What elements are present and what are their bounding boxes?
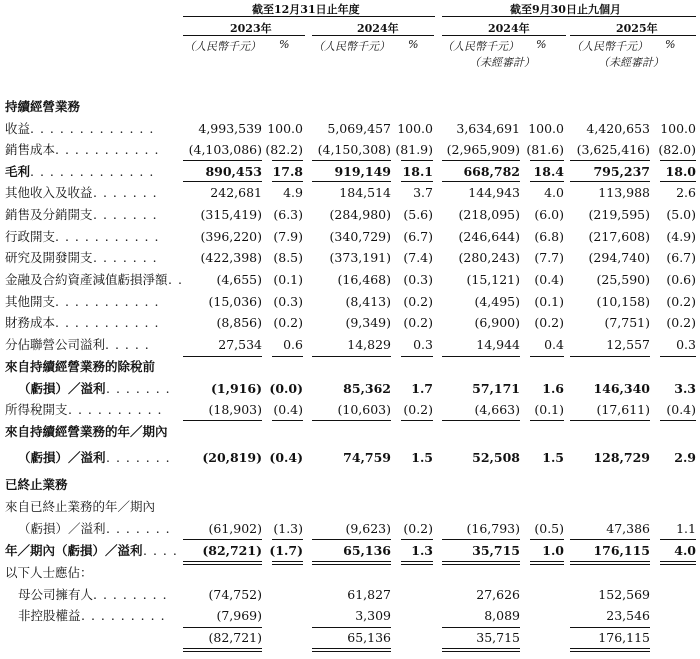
header-year-2023: 2023年 — [230, 22, 272, 35]
row-label: 毛利 — [5, 164, 31, 179]
header-unaudited-2024: （未經審計） — [469, 56, 535, 69]
row-leader-dots: . . . . . . . — [106, 521, 171, 536]
subtotal-rule — [442, 356, 520, 357]
value-cell-col1: (7,969) — [216, 608, 262, 623]
value-cell-col8: (0.4) — [666, 402, 696, 417]
value-cell-col3: 184,514 — [339, 185, 391, 200]
double-underline — [312, 648, 391, 652]
value-cell-col8: 4.0 — [674, 543, 696, 558]
subtotal-rule — [312, 356, 391, 357]
value-cell-col3: (9,623) — [345, 521, 391, 536]
subtotal-rule — [570, 627, 650, 628]
row-label: （虧損）／溢利 — [18, 450, 106, 465]
value-cell-col1: 242,681 — [210, 185, 262, 200]
value-cell-col2: (8.5) — [273, 250, 303, 265]
value-cell-col3: (8,413) — [345, 294, 391, 309]
table-row — [0, 182, 700, 203]
value-cell-col1: (8,856) — [216, 315, 262, 330]
row-leader-dots: . . . . . . . — [93, 185, 158, 200]
table-row — [0, 356, 700, 377]
value-cell-col7: 4,420,653 — [586, 121, 650, 136]
row-leader-dots: . . . . — [143, 543, 178, 558]
value-cell-col1: 4,993,539 — [198, 121, 262, 136]
header-group-nine-months: 截至9月30日止九個月 — [510, 3, 621, 16]
row-label: 來自持續經營業務的除稅前 — [5, 359, 156, 374]
value-cell-col5: (6,900) — [474, 315, 520, 330]
value-cell-col6: 1.5 — [542, 450, 564, 465]
subtotal-rule — [530, 356, 564, 357]
value-cell-col1: (4,655) — [216, 272, 262, 287]
subtotal-rule — [183, 356, 262, 357]
subtotal-rule — [401, 160, 433, 161]
subtotal-rule — [570, 356, 650, 357]
table-row — [0, 627, 700, 648]
row-label: 非控股權益 — [18, 608, 81, 623]
value-cell-col3: 74,759 — [343, 450, 391, 465]
header-year-2024-9m: 2024年 — [488, 22, 530, 35]
value-cell-col3: 3,309 — [355, 608, 391, 623]
value-cell-col8: 18.0 — [665, 164, 696, 179]
row-label: 行政開支 — [5, 229, 56, 244]
value-cell-col5: (4,663) — [474, 402, 520, 417]
value-cell-col3: 61,827 — [347, 587, 391, 602]
value-cell-col5: (246,644) — [458, 229, 520, 244]
row-leader-dots: . . . . . . . — [106, 381, 171, 396]
table-row — [0, 139, 700, 160]
header-group-rule-fy — [183, 16, 435, 17]
row-label: 銷售成本 — [5, 142, 56, 157]
value-cell-col6: 100.0 — [528, 121, 564, 136]
value-cell-col5: (280,243) — [458, 250, 520, 265]
subtotal-rule — [312, 160, 391, 161]
value-cell-col7: (7,751) — [604, 315, 650, 330]
header-unit-2: （人民幣千元） — [313, 40, 390, 53]
subtotal-rule — [183, 627, 262, 628]
row-leader-dots: . . . . . — [105, 337, 150, 352]
value-cell-col3: 65,136 — [343, 543, 391, 558]
subtotal-rule — [183, 160, 262, 161]
subtotal-rule — [312, 181, 391, 182]
subtotal-rule — [272, 160, 303, 161]
table-row — [0, 474, 700, 495]
value-cell-col8: 1.1 — [676, 521, 696, 536]
subtotal-rule — [183, 420, 262, 421]
row-label: 持續經營業務 — [5, 99, 81, 114]
value-cell-col7: 113,988 — [598, 185, 650, 200]
subtotal-rule — [442, 420, 520, 421]
double-underline — [442, 561, 520, 565]
table-row — [0, 334, 700, 355]
value-cell-col2: (1.7) — [269, 543, 303, 558]
value-cell-col5: (16,793) — [466, 521, 520, 536]
value-cell-col1: (315,419) — [200, 207, 262, 222]
value-cell-col3: (10,603) — [337, 402, 391, 417]
value-cell-col5: (218,095) — [458, 207, 520, 222]
header-unit-4: （人民幣千元） — [571, 40, 648, 53]
value-cell-col5: (4,495) — [474, 294, 520, 309]
value-cell-col1: (74,752) — [208, 587, 262, 602]
value-cell-col8: (0.6) — [666, 272, 696, 287]
table-row — [0, 496, 700, 517]
row-label: 銷售及分銷開支 — [5, 207, 93, 222]
subtotal-rule — [570, 420, 650, 421]
row-label: （虧損）／溢利 — [18, 521, 106, 536]
header-group-fiscal-year: 截至12月31日止年度 — [252, 3, 360, 16]
header-unaudited-2025: （未經審計） — [598, 56, 664, 69]
value-cell-col6: (0.2) — [534, 315, 564, 330]
double-underline — [183, 561, 262, 565]
row-label: 年／期內（虧損）／溢利 — [5, 543, 143, 558]
value-cell-col3: (16,468) — [337, 272, 391, 287]
subtotal-rule — [530, 181, 564, 182]
value-cell-col3: 5,069,457 — [327, 121, 391, 136]
double-underline — [183, 648, 262, 652]
subtotal-rule — [530, 160, 564, 161]
value-cell-col4: 18.1 — [402, 164, 433, 179]
value-cell-col4: (6.7) — [403, 229, 433, 244]
subtotal-rule — [570, 181, 650, 182]
value-cell-col2: 0.6 — [283, 337, 303, 352]
row-label: 分佔聯營公司溢利 — [5, 337, 106, 352]
subtotal-rule — [272, 181, 303, 182]
subtotal-rule — [401, 181, 433, 182]
subtotal-rule — [442, 539, 520, 540]
table-row — [0, 378, 700, 399]
value-cell-col2: (0.2) — [273, 315, 303, 330]
value-cell-col1: (4,103,086) — [188, 142, 262, 157]
row-label: 金融及合約資產減值虧損淨額 — [5, 272, 168, 287]
value-cell-col2: 4.9 — [283, 185, 303, 200]
table-row — [0, 204, 700, 225]
row-leader-dots: . . . . . . . . . . . — [55, 294, 160, 309]
value-cell-col5: 14,944 — [476, 337, 520, 352]
double-underline — [570, 561, 650, 565]
subtotal-rule — [530, 420, 564, 421]
subtotal-rule — [530, 539, 564, 540]
value-cell-col8: (82.0) — [658, 142, 696, 157]
subtotal-rule — [401, 420, 433, 421]
value-cell-col6: 4.0 — [544, 185, 564, 200]
value-cell-col4: (0.2) — [403, 402, 433, 417]
value-cell-col2: (0.1) — [273, 272, 303, 287]
value-cell-col4: (0.2) — [403, 294, 433, 309]
table-row — [0, 447, 700, 468]
value-cell-col4: (0.2) — [403, 315, 433, 330]
table-row — [0, 540, 700, 561]
row-leader-dots: . . . . . . . . . . . . . — [30, 164, 155, 179]
value-cell-col7: (219,595) — [588, 207, 650, 222]
value-cell-col1: 890,453 — [205, 164, 262, 179]
table-row — [0, 584, 700, 605]
value-cell-col3: 65,136 — [347, 630, 391, 645]
row-label: 其他收入及收益 — [5, 185, 93, 200]
value-cell-col2: 100.0 — [267, 121, 303, 136]
subtotal-rule — [312, 539, 391, 540]
value-cell-col1: (82,721) — [202, 543, 262, 558]
table-row — [0, 291, 700, 312]
table-row — [0, 399, 700, 420]
header-pct-4: % — [665, 38, 676, 51]
value-cell-col7: 12,557 — [606, 337, 650, 352]
table-row — [0, 247, 700, 268]
row-label: 來自已終止業務的年／期內 — [5, 499, 156, 514]
subtotal-rule — [401, 356, 433, 357]
value-cell-col7: (10,158) — [596, 294, 650, 309]
row-label: 所得稅開支 — [5, 402, 68, 417]
value-cell-col6: (6.8) — [534, 229, 564, 244]
value-cell-col8: (6.7) — [666, 250, 696, 265]
value-cell-col1: (61,902) — [208, 521, 262, 536]
header-year-rule-3 — [442, 35, 566, 36]
double-underline — [570, 648, 650, 652]
value-cell-col6: (0.5) — [534, 521, 564, 536]
row-label: 收益 — [5, 121, 31, 136]
subtotal-rule — [570, 539, 650, 540]
value-cell-col6: (7.7) — [534, 250, 564, 265]
subtotal-rule — [442, 181, 520, 182]
table-row — [0, 269, 700, 290]
value-cell-col8: (0.2) — [666, 294, 696, 309]
subtotal-rule — [312, 627, 391, 628]
value-cell-col7: (294,740) — [588, 250, 650, 265]
subtotal-rule — [442, 160, 520, 161]
value-cell-col8: 3.3 — [674, 381, 696, 396]
value-cell-col1: (422,398) — [200, 250, 262, 265]
row-leader-dots: . . . . . . . . . . . — [55, 229, 160, 244]
value-cell-col5: 8,089 — [484, 608, 520, 623]
row-label: 已終止業務 — [5, 477, 68, 492]
value-cell-col3: 919,149 — [334, 164, 391, 179]
value-cell-col3: (9,349) — [345, 315, 391, 330]
value-cell-col2: 17.8 — [272, 164, 303, 179]
double-underline — [530, 561, 564, 565]
value-cell-col7: 152,569 — [598, 587, 650, 602]
subtotal-rule — [660, 356, 696, 357]
value-cell-col5: 57,171 — [472, 381, 520, 396]
value-cell-col5: 3,634,691 — [456, 121, 520, 136]
value-cell-col4: 1.3 — [411, 543, 433, 558]
value-cell-col1: (20,819) — [202, 450, 262, 465]
value-cell-col6: (0.1) — [534, 294, 564, 309]
value-cell-col8: 100.0 — [660, 121, 696, 136]
double-underline — [660, 561, 696, 565]
header-group-rule-9m — [442, 16, 696, 17]
value-cell-col1: 27,534 — [218, 337, 262, 352]
value-cell-col7: 146,340 — [593, 381, 650, 396]
value-cell-col1: (18,903) — [208, 402, 262, 417]
header-unit-3: （人民幣千元） — [442, 40, 519, 53]
value-cell-col2: (6.3) — [273, 207, 303, 222]
row-label: 其他開支 — [5, 294, 56, 309]
value-cell-col7: (25,590) — [596, 272, 650, 287]
value-cell-col5: 668,782 — [463, 164, 520, 179]
row-label: 母公司擁有人 — [18, 587, 94, 602]
row-label: 財務成本 — [5, 315, 56, 330]
value-cell-col4: (0.3) — [403, 272, 433, 287]
header-pct-2: % — [408, 38, 419, 51]
value-cell-col4: 100.0 — [397, 121, 433, 136]
value-cell-col3: (284,980) — [329, 207, 391, 222]
value-cell-col5: (15,121) — [466, 272, 520, 287]
header-pct-3: % — [536, 38, 547, 51]
header-year-2025-9m: 2025年 — [616, 22, 658, 35]
row-leader-dots: . . . . . . . . — [93, 587, 168, 602]
subtotal-rule — [660, 539, 696, 540]
value-cell-col1: (82,721) — [208, 630, 262, 645]
subtotal-rule — [660, 420, 696, 421]
header-unit-1: （人民幣千元） — [184, 40, 261, 53]
value-cell-col5: 35,715 — [476, 630, 520, 645]
value-cell-col3: 14,829 — [347, 337, 391, 352]
subtotal-rule — [312, 420, 391, 421]
value-cell-col7: 795,237 — [593, 164, 650, 179]
value-cell-col1: (15,036) — [208, 294, 262, 309]
value-cell-col7: (17,611) — [596, 402, 650, 417]
value-cell-col7: (3,625,416) — [576, 142, 650, 157]
value-cell-col2: (0.3) — [273, 294, 303, 309]
row-leader-dots: . . . . . . . . . — [81, 608, 166, 623]
double-underline — [312, 561, 391, 565]
value-cell-col7: 23,546 — [606, 608, 650, 623]
value-cell-col8: 0.3 — [676, 337, 696, 352]
subtotal-rule — [401, 539, 433, 540]
value-cell-col5: (2,965,909) — [446, 142, 520, 157]
subtotal-rule — [183, 539, 262, 540]
value-cell-col3: (4,150,308) — [317, 142, 391, 157]
double-underline — [401, 561, 433, 565]
table-row — [0, 96, 700, 117]
value-cell-col8: (5.0) — [666, 207, 696, 222]
subtotal-rule — [570, 160, 650, 161]
value-cell-col6: (6.0) — [534, 207, 564, 222]
value-cell-col6: 1.0 — [542, 543, 564, 558]
value-cell-col6: (0.4) — [534, 272, 564, 287]
header-year-rule-1 — [183, 35, 305, 36]
row-leader-dots: . . . . . . . — [93, 250, 158, 265]
table-row — [0, 312, 700, 333]
double-underline — [442, 648, 520, 652]
value-cell-col3: (340,729) — [329, 229, 391, 244]
subtotal-rule — [272, 420, 303, 421]
row-leader-dots: . . . . . . . . . . — [68, 402, 163, 417]
value-cell-col6: (81.6) — [526, 142, 564, 157]
header-pct-1: % — [279, 38, 290, 51]
value-cell-col5: 27,626 — [476, 587, 520, 602]
row-leader-dots: . . . . . . . . . . . — [55, 142, 160, 157]
table-row — [0, 605, 700, 626]
value-cell-col7: 176,115 — [598, 630, 650, 645]
value-cell-col2: (1.3) — [273, 521, 303, 536]
value-cell-col4: (0.2) — [403, 521, 433, 536]
value-cell-col5: 35,715 — [472, 543, 520, 558]
value-cell-col6: 1.6 — [542, 381, 564, 396]
value-cell-col1: (396,220) — [200, 229, 262, 244]
value-cell-col4: 3.7 — [413, 185, 433, 200]
value-cell-col4: 0.3 — [413, 337, 433, 352]
table-row — [0, 421, 700, 442]
table-row — [0, 161, 700, 182]
header-year-rule-2 — [312, 35, 434, 36]
row-label: 研究及開發開支 — [5, 250, 93, 265]
row-leader-dots: . . — [168, 272, 183, 287]
value-cell-col7: 128,729 — [593, 450, 650, 465]
row-leader-dots: . . . . . . . — [106, 450, 171, 465]
table-row — [0, 226, 700, 247]
value-cell-col4: (5.6) — [403, 207, 433, 222]
value-cell-col6: 18.4 — [533, 164, 564, 179]
value-cell-col2: (7.9) — [273, 229, 303, 244]
value-cell-col7: (217,608) — [588, 229, 650, 244]
value-cell-col2: (0.0) — [269, 381, 303, 396]
value-cell-col6: (0.1) — [534, 402, 564, 417]
value-cell-col2: (0.4) — [269, 450, 303, 465]
value-cell-col7: 47,386 — [606, 521, 650, 536]
value-cell-col5: 144,943 — [468, 185, 520, 200]
value-cell-col1: (1,916) — [211, 381, 262, 396]
table-row — [0, 562, 700, 583]
subtotal-rule — [442, 627, 520, 628]
row-label: （虧損）／溢利 — [18, 381, 106, 396]
header-year-rule-4 — [570, 35, 696, 36]
value-cell-col8: (0.2) — [666, 315, 696, 330]
subtotal-rule — [660, 181, 696, 182]
subtotal-rule — [272, 356, 303, 357]
table-row — [0, 118, 700, 139]
table-row — [0, 518, 700, 539]
value-cell-col6: 0.4 — [544, 337, 564, 352]
value-cell-col8: (4.9) — [666, 229, 696, 244]
double-underline — [272, 561, 303, 565]
value-cell-col5: 52,508 — [472, 450, 520, 465]
subtotal-rule — [272, 539, 303, 540]
value-cell-col8: 2.9 — [674, 450, 696, 465]
value-cell-col4: 1.5 — [411, 450, 433, 465]
value-cell-col2: (0.4) — [273, 402, 303, 417]
value-cell-col3: 85,362 — [343, 381, 391, 396]
value-cell-col8: 2.6 — [676, 185, 696, 200]
value-cell-col7: 176,115 — [593, 543, 650, 558]
subtotal-rule — [183, 181, 262, 182]
row-label: 來自持續經營業務的年／期內 — [5, 424, 168, 439]
value-cell-col4: 1.7 — [411, 381, 433, 396]
value-cell-col4: (7.4) — [403, 250, 433, 265]
value-cell-col2: (82.2) — [265, 142, 303, 157]
row-leader-dots: . . . . . . . . . . . — [55, 315, 160, 330]
subtotal-rule — [660, 160, 696, 161]
header-year-2024-fy: 2024年 — [357, 22, 399, 35]
value-cell-col3: (373,191) — [329, 250, 391, 265]
row-leader-dots: . . . . . . . — [93, 207, 158, 222]
row-label: 以下人士應佔： — [5, 565, 93, 580]
row-leader-dots: . . . . . . . . . . . . . — [30, 121, 155, 136]
value-cell-col4: (81.9) — [395, 142, 433, 157]
